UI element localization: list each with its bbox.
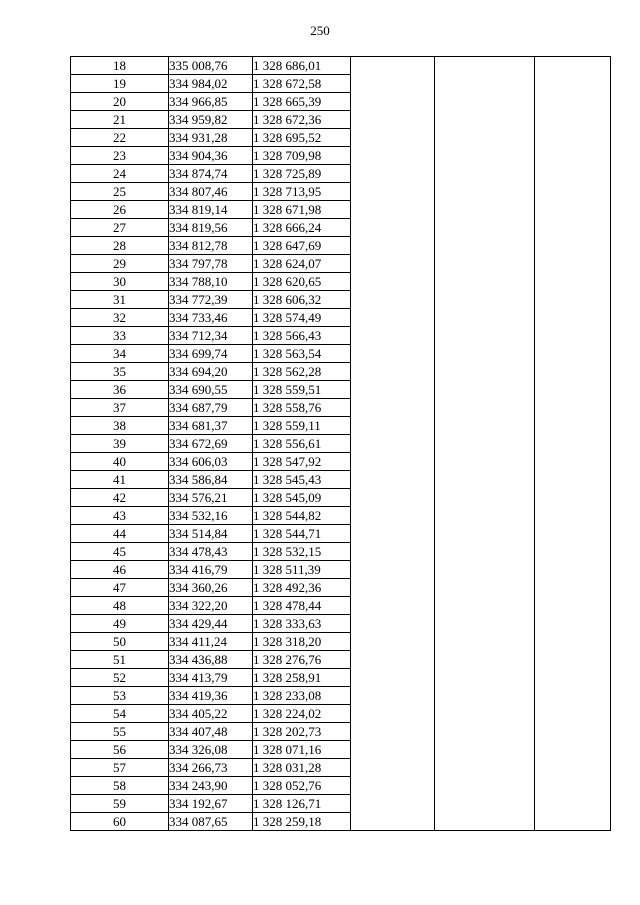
x-coordinate-cell: 334 959,82 (169, 111, 253, 129)
point-number-cell: 50 (71, 633, 169, 651)
point-number-cell: 42 (71, 489, 169, 507)
point-number-cell: 41 (71, 471, 169, 489)
x-coordinate-cell: 334 419,36 (169, 687, 253, 705)
y-coordinate-cell: 1 328 559,11 (253, 417, 351, 435)
x-coordinate-cell: 334 712,34 (169, 327, 253, 345)
x-coordinate-cell: 334 416,79 (169, 561, 253, 579)
y-coordinate-cell: 1 328 558,76 (253, 399, 351, 417)
point-number-cell: 54 (71, 705, 169, 723)
point-number-cell: 58 (71, 777, 169, 795)
point-number-cell: 36 (71, 381, 169, 399)
y-coordinate-cell: 1 328 276,76 (253, 651, 351, 669)
point-number-cell: 39 (71, 435, 169, 453)
y-coordinate-cell: 1 328 259,18 (253, 813, 351, 831)
x-coordinate-cell: 334 407,48 (169, 723, 253, 741)
blank-column-2 (435, 57, 535, 831)
point-number-cell: 37 (71, 399, 169, 417)
point-number-cell: 33 (71, 327, 169, 345)
y-coordinate-cell: 1 328 665,39 (253, 93, 351, 111)
y-coordinate-cell: 1 328 686,01 (253, 57, 351, 75)
y-coordinate-cell: 1 328 052,76 (253, 777, 351, 795)
x-coordinate-cell: 334 788,10 (169, 273, 253, 291)
y-coordinate-cell: 1 328 532,15 (253, 543, 351, 561)
x-coordinate-cell: 334 429,44 (169, 615, 253, 633)
x-coordinate-cell: 334 812,78 (169, 237, 253, 255)
coordinates-table-body (71, 57, 611, 831)
point-number-cell: 24 (71, 165, 169, 183)
x-coordinate-cell: 334 694,20 (169, 363, 253, 381)
point-number-cell: 26 (71, 201, 169, 219)
x-coordinate-cell: 334 772,39 (169, 291, 253, 309)
x-coordinate-cell: 334 819,56 (169, 219, 253, 237)
x-coordinate-cell: 334 690,55 (169, 381, 253, 399)
point-number-cell: 45 (71, 543, 169, 561)
point-number-cell: 55 (71, 723, 169, 741)
y-coordinate-cell: 1 328 566,43 (253, 327, 351, 345)
y-coordinate-cell: 1 328 478,44 (253, 597, 351, 615)
y-coordinate-cell: 1 328 544,82 (253, 507, 351, 525)
y-coordinate-cell: 1 328 258,91 (253, 669, 351, 687)
point-number-cell: 21 (71, 111, 169, 129)
point-number-cell: 59 (71, 795, 169, 813)
y-coordinate-cell: 1 328 671,98 (253, 201, 351, 219)
y-coordinate-cell: 1 328 624,07 (253, 255, 351, 273)
point-number-cell: 18 (71, 57, 169, 75)
x-coordinate-cell: 334 733,46 (169, 309, 253, 327)
point-number-cell: 22 (71, 129, 169, 147)
point-number-cell: 25 (71, 183, 169, 201)
y-coordinate-cell: 1 328 333,63 (253, 615, 351, 633)
table-row (71, 57, 611, 75)
x-coordinate-cell: 335 008,76 (169, 57, 253, 75)
x-coordinate-cell: 334 904,36 (169, 147, 253, 165)
point-number-cell: 47 (71, 579, 169, 597)
point-number-cell: 44 (71, 525, 169, 543)
y-coordinate-cell: 1 328 695,52 (253, 129, 351, 147)
point-number-cell: 40 (71, 453, 169, 471)
y-coordinate-cell: 1 328 725,89 (253, 165, 351, 183)
point-number-cell: 20 (71, 93, 169, 111)
blank-column-1 (351, 57, 435, 831)
x-coordinate-cell: 334 266,73 (169, 759, 253, 777)
x-coordinate-cell: 334 966,85 (169, 93, 253, 111)
point-number-cell: 46 (71, 561, 169, 579)
x-coordinate-cell: 334 411,24 (169, 633, 253, 651)
x-coordinate-cell: 334 576,21 (169, 489, 253, 507)
y-coordinate-cell: 1 328 224,02 (253, 705, 351, 723)
y-coordinate-cell: 1 328 562,28 (253, 363, 351, 381)
x-coordinate-cell: 334 360,26 (169, 579, 253, 597)
y-coordinate-cell: 1 328 202,73 (253, 723, 351, 741)
point-number-cell: 23 (71, 147, 169, 165)
y-coordinate-cell: 1 328 620,65 (253, 273, 351, 291)
page-number: 250 (310, 23, 330, 38)
y-coordinate-cell: 1 328 563,54 (253, 345, 351, 363)
point-number-cell: 19 (71, 75, 169, 93)
point-number-cell: 34 (71, 345, 169, 363)
x-coordinate-cell: 334 326,08 (169, 741, 253, 759)
y-coordinate-cell: 1 328 647,69 (253, 237, 351, 255)
blank-column-3 (535, 57, 611, 831)
y-coordinate-cell: 1 328 709,98 (253, 147, 351, 165)
point-number-cell: 35 (71, 363, 169, 381)
x-coordinate-cell: 334 874,74 (169, 165, 253, 183)
y-coordinate-cell: 1 328 492,36 (253, 579, 351, 597)
x-coordinate-cell: 334 586,84 (169, 471, 253, 489)
y-coordinate-cell: 1 328 559,51 (253, 381, 351, 399)
point-number-cell: 30 (71, 273, 169, 291)
x-coordinate-cell: 334 532,16 (169, 507, 253, 525)
y-coordinate-cell: 1 328 031,28 (253, 759, 351, 777)
x-coordinate-cell: 334 606,03 (169, 453, 253, 471)
y-coordinate-cell: 1 328 071,16 (253, 741, 351, 759)
x-coordinate-cell: 334 931,28 (169, 129, 253, 147)
x-coordinate-cell: 334 807,46 (169, 183, 253, 201)
point-number-cell: 31 (71, 291, 169, 309)
x-coordinate-cell: 334 413,79 (169, 669, 253, 687)
y-coordinate-cell: 1 328 574,49 (253, 309, 351, 327)
point-number-cell: 52 (71, 669, 169, 687)
x-coordinate-cell: 334 478,43 (169, 543, 253, 561)
y-coordinate-cell: 1 328 545,43 (253, 471, 351, 489)
x-coordinate-cell: 334 322,20 (169, 597, 253, 615)
point-number-cell: 56 (71, 741, 169, 759)
point-number-cell: 32 (71, 309, 169, 327)
point-number-cell: 29 (71, 255, 169, 273)
x-coordinate-cell: 334 405,22 (169, 705, 253, 723)
y-coordinate-cell: 1 328 233,08 (253, 687, 351, 705)
point-number-cell: 27 (71, 219, 169, 237)
x-coordinate-cell: 334 672,69 (169, 435, 253, 453)
y-coordinate-cell: 1 328 606,32 (253, 291, 351, 309)
y-coordinate-cell: 1 328 545,09 (253, 489, 351, 507)
y-coordinate-cell: 1 328 672,36 (253, 111, 351, 129)
point-number-cell: 43 (71, 507, 169, 525)
x-coordinate-cell: 334 681,37 (169, 417, 253, 435)
x-coordinate-cell: 334 797,78 (169, 255, 253, 273)
y-coordinate-cell: 1 328 318,20 (253, 633, 351, 651)
y-coordinate-cell: 1 328 672,58 (253, 75, 351, 93)
point-number-cell: 38 (71, 417, 169, 435)
y-coordinate-cell: 1 328 666,24 (253, 219, 351, 237)
x-coordinate-cell: 334 699,74 (169, 345, 253, 363)
point-number-cell: 53 (71, 687, 169, 705)
x-coordinate-cell: 334 192,67 (169, 795, 253, 813)
x-coordinate-cell: 334 436,88 (169, 651, 253, 669)
point-number-cell: 57 (71, 759, 169, 777)
point-number-cell: 49 (71, 615, 169, 633)
point-number-cell: 60 (71, 813, 169, 831)
point-number-cell: 51 (71, 651, 169, 669)
x-coordinate-cell: 334 243,90 (169, 777, 253, 795)
coordinates-table (70, 56, 611, 831)
x-coordinate-cell: 334 819,14 (169, 201, 253, 219)
y-coordinate-cell: 1 328 556,61 (253, 435, 351, 453)
y-coordinate-cell: 1 328 713,95 (253, 183, 351, 201)
x-coordinate-cell: 334 087,65 (169, 813, 253, 831)
y-coordinate-cell: 1 328 511,39 (253, 561, 351, 579)
y-coordinate-cell: 1 328 126,71 (253, 795, 351, 813)
x-coordinate-cell: 334 687,79 (169, 399, 253, 417)
x-coordinate-cell: 334 514,84 (169, 525, 253, 543)
point-number-cell: 48 (71, 597, 169, 615)
y-coordinate-cell: 1 328 544,71 (253, 525, 351, 543)
y-coordinate-cell: 1 328 547,92 (253, 453, 351, 471)
x-coordinate-cell: 334 984,02 (169, 75, 253, 93)
point-number-cell: 28 (71, 237, 169, 255)
